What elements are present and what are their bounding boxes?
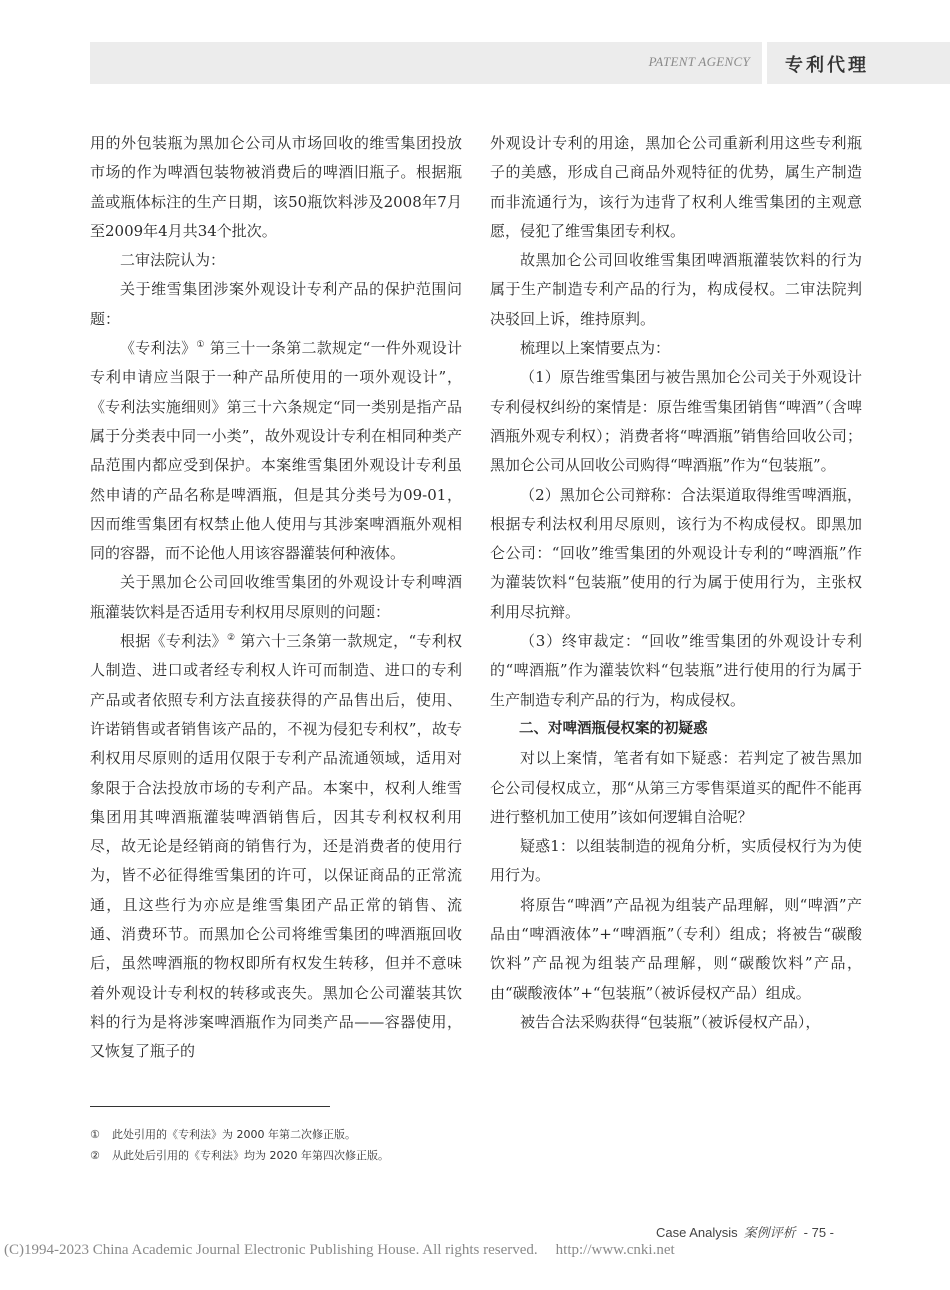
paragraph-text: 第六十三条第一款规定，“专利权人制造、进口或者经专利权人许可而制造、进口的专利产品或者依照专利方法直接获得的产品售出后，使用、许诺销售或者销售该产品的，不视为侵犯专利权”，故专利权用尽原则的适用仅限于专利产品流通领域，适用对象限于合法投放市场的专利产品。本案中，权利人维雪集团用其啤酒瓶灌装啤酒销售后，因其专利权权利用尽，故无论是经销商的销售行为，还是消费者的使用行为，皆不必征得维雪集团的许可，以保证商品的正常流通，且这些行为亦应是维雪集团产品正常的销售、流通、消费环节。而黑加仑公司将维雪集团的啤酒瓶回收后，虽然啤酒瓶的物权即所有权发生转移，但并不意味着外观设计专利权的转移或丧失。黑加仑公司灌装其饮料的行为是将涉案啤酒瓶作为同类产品——容器使用，又恢复了瓶子的: [90, 632, 462, 1061]
paragraph: [490, 891, 862, 1008]
copyright-url: http://www.cnki.net: [555, 1242, 675, 1258]
footer-section-zh: 案例评析: [743, 1226, 796, 1241]
paragraph-text: （3）终审裁定：“回收”维雪集团的外观设计专利的“啤酒瓶”作为灌装饮料“包装瓶”进行使用的行为属于生产制造专利产品的行为，构成侵权。: [490, 632, 862, 709]
footnote-text: 从此处后引用的《专利法》均为 2020 年第四次修正版。: [112, 1149, 389, 1162]
paragraph-text: 将原告“啤酒”产品视为组装产品理解，则“啤酒”产品由“啤酒液体”+“啤酒瓶”（专利）组成；将被告“碳酸饮料”产品视为组装产品理解，则“碳酸饮料”产品，由“碳酸液体”+“包装瓶”（被诉侵权产品）组成。: [490, 895, 862, 1002]
paragraph: [90, 129, 462, 246]
paragraph-text: 被告合法采购获得“包装瓶”（被诉侵权产品），: [520, 1012, 821, 1031]
paragraph-text: 梳理以上案情要点为：: [520, 339, 671, 358]
paragraph: [90, 568, 462, 627]
paragraph-text: 外观设计专利的用途，黑加仑公司重新利用这些专利瓶子的美感，形成自己商品外观特征的优势，属生产制造而非流通行为，该行为违背了权利人维雪集团的主观意愿，侵犯了维雪集团专利权。: [490, 134, 862, 240]
paragraph: [490, 744, 862, 832]
footnote-ref: ①: [196, 340, 205, 351]
paragraph: [490, 246, 862, 334]
paragraph-text: （2）黑加仑公司辩称：合法渠道取得维雪啤酒瓶，根据专利法权利用尽原则，该行为不构成侵权。即黑加仑公司：“回收”维雪集团的外观设计专利的“啤酒瓶”作为灌装饮料“包装瓶”使用的行为属于使用行为，主张权利用尽抗辩。: [490, 485, 862, 621]
paragraph-text: 二审法院认为：: [120, 251, 226, 270]
paragraph-text: 二、对啤酒瓶侵权案的初疑惑: [519, 720, 708, 737]
paragraph-text: （1）原告维雪集团与被告黑加仑公司关于外观设计专利侵权纠纷的案情是：原告维雪集团销售“啤酒”（含啤酒瓶外观专利权）；消费者将“啤酒瓶”销售给回收公司；黑加仑公司从回收公司购得“啤酒瓶”作为“包装瓶”。: [490, 368, 862, 475]
footnote-mark: ②: [90, 1149, 100, 1162]
header-section-en: PATENT AGENCY: [648, 54, 750, 69]
paragraph: [490, 334, 862, 363]
footer-section-en: Case Analysis: [656, 1225, 738, 1240]
header-zh-band: [767, 42, 950, 84]
footnote-ref: ②: [226, 633, 236, 644]
citation-text: 根据《专利法》: [120, 632, 227, 651]
paragraph: [90, 246, 462, 275]
paragraph: [90, 627, 462, 1066]
paragraph: [490, 1008, 862, 1037]
footnote-text: 此处引用的《专利法》为 2000 年第二次修正版。: [112, 1128, 356, 1141]
paragraph-text: 用的外包装瓶为黑加仑公司从市场回收的维雪集团投放市场的作为啤酒包装物被消费后的啤酒旧瓶子。根据瓶盖或瓶体标注的生产日期，该50瓶饮料涉及2008年7月至2009年4月共34个批次。: [90, 134, 462, 240]
paragraph-text: 对以上案情，笔者有如下疑惑：若判定了被告黑加仑公司侵权成立，那“从第三方零售渠道买的配件不能再进行整机加工使用”该如何逻辑自洽呢？: [490, 749, 862, 826]
paragraph: [490, 129, 862, 246]
footnotes: [90, 1124, 590, 1166]
footnote-rule: [90, 1106, 330, 1107]
paragraph-text: 疑惑1：以组装制造的视角分析，实质侵权行为为使用行为。: [490, 837, 862, 885]
paragraph-text: 关于维雪集团涉案外观设计专利产品的保护范围问题：: [90, 280, 462, 328]
header-band: [90, 42, 762, 84]
page-number: - 75 -: [803, 1225, 835, 1240]
page-footer: [656, 1222, 834, 1241]
right-column: [490, 129, 862, 1037]
footnote-mark: ①: [90, 1128, 100, 1141]
copyright-line: [4, 1242, 675, 1259]
paragraph: [490, 627, 862, 715]
paragraph: [490, 363, 862, 480]
paragraph-text: 故黑加仑公司回收维雪集团啤酒瓶灌装饮料的行为属于生产制造专利产品的行为，构成侵权。二审法院判决驳回上诉，维持原判。: [490, 251, 862, 328]
footnote-2: [90, 1145, 590, 1166]
paragraph: [490, 832, 862, 891]
paragraph-text: 第三十一条第二款规定“一件外观设计专利申请应当限于一种产品所使用的一项外观设计”，《专利法实施细则》第三十六条规定“同一类别是指产品属于分类表中同一小类”，故外观设计专利在相同种类产品范围内都应受到保护。本案维雪集团外观设计专利虽然申请的产品名称是啤酒瓶，但是其分类号为09-01，因而维雪集团有权禁止他人使用与其涉案啤酒瓶外观相同的容器，而不论他人用该容器灌装何种液体。: [90, 339, 462, 563]
section-heading: [490, 715, 862, 744]
paragraph: [90, 275, 462, 334]
footnote-1: [90, 1124, 590, 1145]
header-section-zh: 专利代理: [785, 55, 869, 76]
paragraph-text: 关于黑加仑公司回收维雪集团的外观设计专利啤酒瓶灌装饮料是否适用专利权用尽原则的问题：: [90, 573, 462, 621]
left-column: [90, 129, 462, 1067]
paragraph: [490, 481, 862, 627]
paragraph: [90, 334, 462, 568]
citation-text: 《专利法》: [120, 339, 197, 358]
copyright-text: (C)1994-2023 China Academic Journal Electronic Publishing House. All rights reserved.: [4, 1242, 538, 1258]
